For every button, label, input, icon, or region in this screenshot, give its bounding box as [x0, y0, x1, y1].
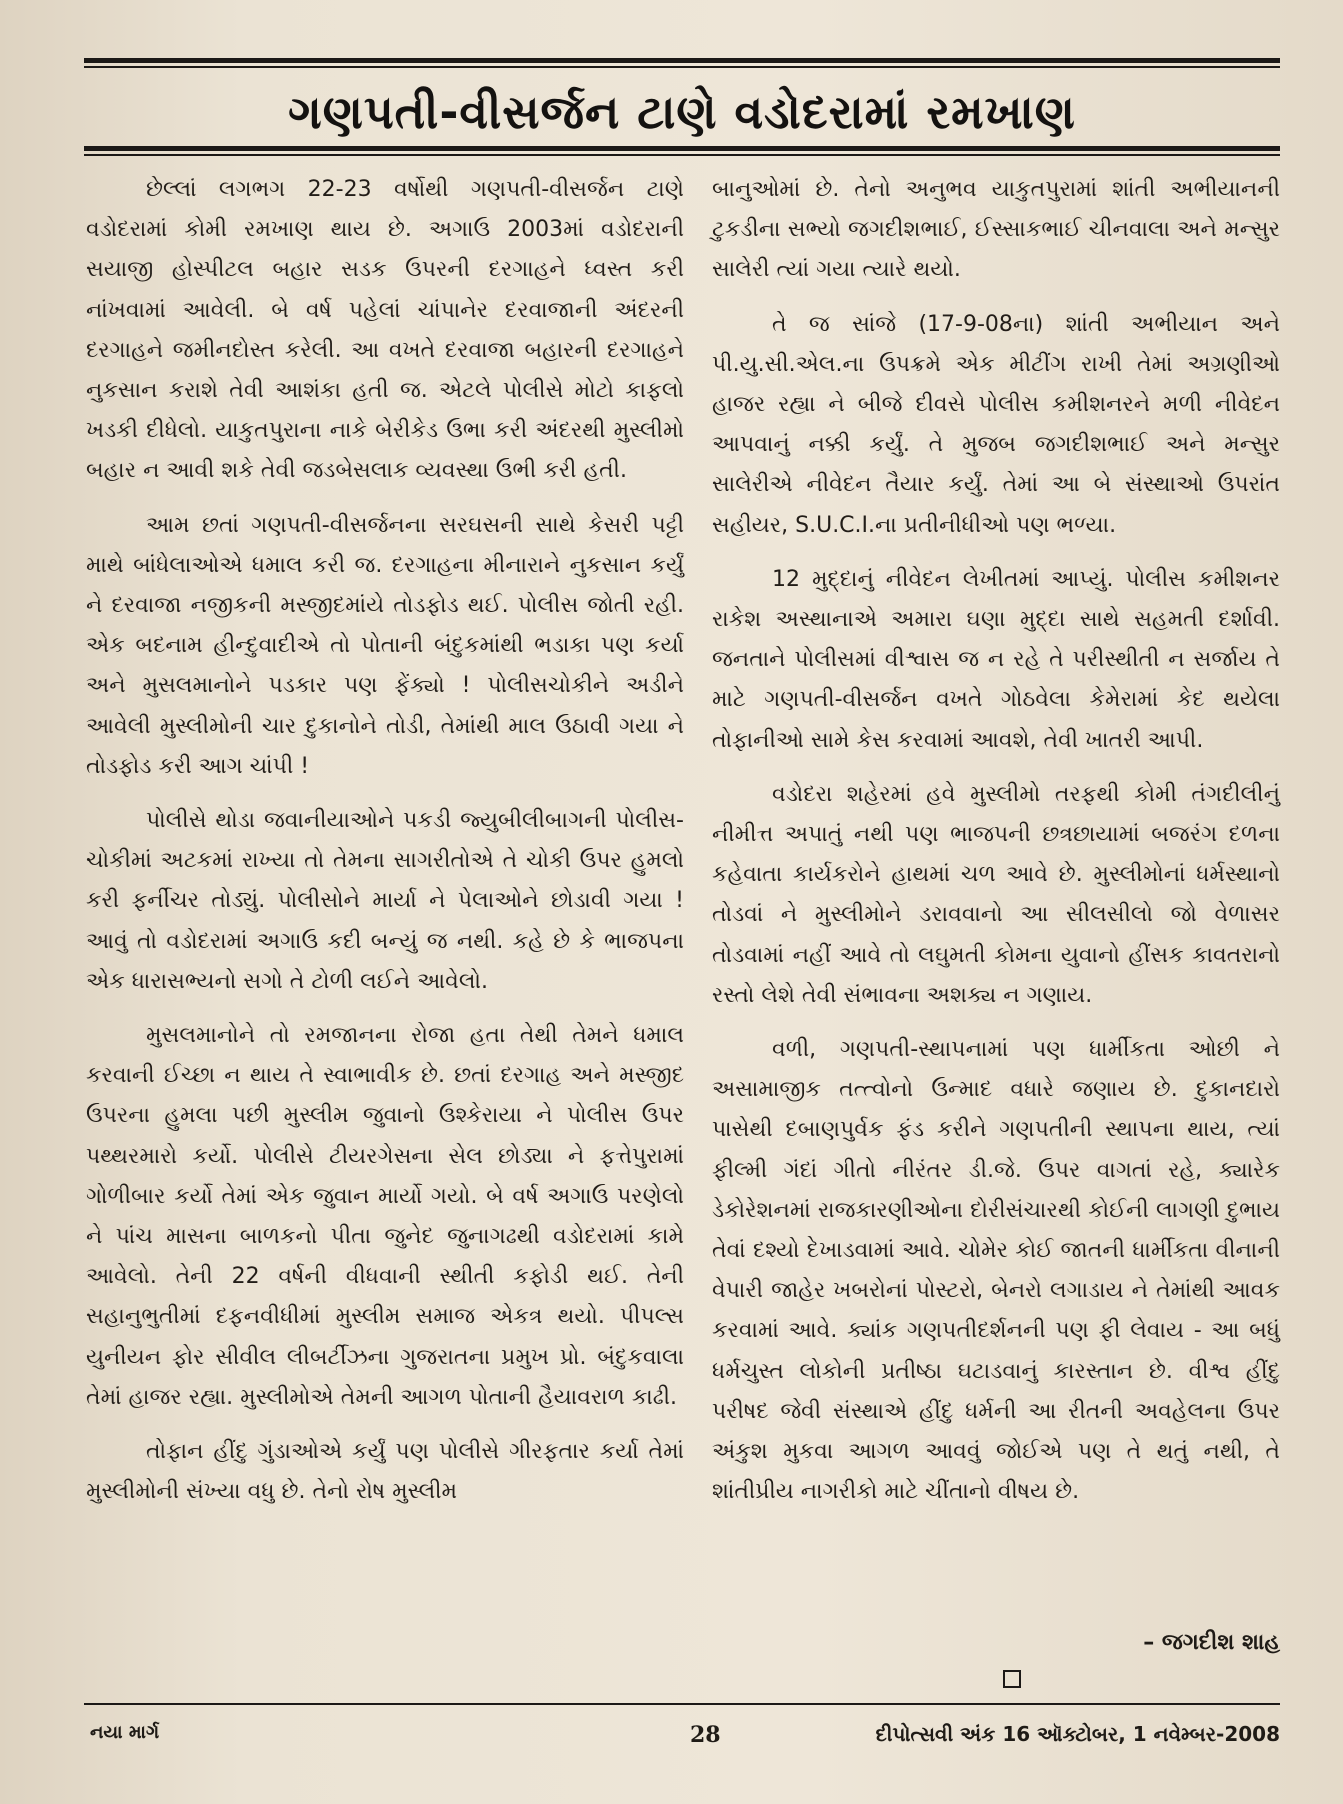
article-column-left	[86, 170, 684, 1527]
paragraph: મુસલમાનોને તો રમજાનના રોજા હતા તેથી તેમને ધમાલ કરવાની ઈચ્છા ન થાય તે સ્વાભાવીક છે. છતાં દરગાહ અને મસ્જીદ ઉપરના હુમલા પછી મુસ્લીમ જુવાનો ઉશ્કેરાયા ને પોલીસ ઉપર પથ્થરમારો કર્યો. પોલીસે ટીયરગેસના સેલ છોડ્યા ને ફત્તેપુરામાં ગોળીબાર કર્યો તેમાં એક જુવાન માર્યો ગયો. બે વર્ષ અગાઉ પરણેલો ને પાંચ માસના બાળકનો પીતા જુનેદ જુનાગઢથી વડોદરામાં કામે આવેલો. તેની 22 વર્ષની વીધવાની સ્થીતી કફોડી થઈ. તેની સહાનુભુતીમાં દફનવીધીમાં મુસ્લીમ સમાજ એકત્ર થયો. પીપલ્સ યુનીયન ફોર સીવીલ લીબર્ટીઝના ગુજરાતના પ્રમુખ પ્રો. બંદુકવાલા તેમાં હાજર રહ્યા. મુસ્લીમોએ તેમની આગળ પોતાની હૈયાવરાળ કાઢી.	[86, 1023, 684, 1410]
issue-info: દીપોત્સવી અંક 16 ઑક્ટોબર, 1 નવેમ્બર-2008	[875, 1722, 1280, 1746]
paragraph: 12 મુદ્દાનું નીવેદન લેખીતમાં આપ્યું. પોલીસ કમીશનર રાકેશ અસ્થાનાએ અમારા ઘણા મુદ્દા સાથે સહમતી દર્શાવી. જનતાને પોલીસમાં વીશ્વાસ જ ન રહે તે પરીસ્થીતી ન સર્જાય તે માટે ગણપતી-વીસર્જન વખતે ગોઠવેલા કેમેરામાં કેદ થયેલા તોફાનીઓ સામે કેસ કરવામાં આવશે, તેવી ખાતરી આપી.	[712, 566, 1280, 753]
paragraph: તોફાન હીંદુ ગુંડાઓએ કર્યું પણ પોલીસે ગીરફતાર કર્યા તેમાં મુસ્લીમોની સંખ્યા વધુ છે. તેનો રોષ મુસ્લીમ	[86, 1439, 684, 1505]
article-column-right	[712, 170, 1280, 1527]
page-number: 28	[690, 1722, 721, 1748]
end-mark-icon	[1003, 1670, 1021, 1688]
paragraph: વડોદરા શહેરમાં હવે મુસ્લીમો તરફથી કોમી તંગદીલીનું નીમીત્ત અપાતું નથી પણ ભાજપની છત્રછાયામાં બજરંગ દળના કહેવાતા કાર્યકરોને હાથમાં ચળ આવે છે. મુસ્લીમોનાં ધર્મસ્થાનો તોડવાં ને મુસ્લીમોને ડરાવવાનો આ સીલસીલો જો વેળાસર તોડવામાં નહીં આવે તો લઘુમતી કોમના યુવાનો હીંસક કાવતરાનો રસ્તો લેશે તેવી સંભાવના અશક્ય ન ગણાય.	[712, 781, 1280, 1008]
paragraph: તે જ સાંજે (17-9-08ના) શાંતી અભીયાન અને પી.યુ.સી.એલ.ના ઉપક્રમે એક મીટીંગ રાખી તેમાં અગ્રણીઓ હાજર રહ્યા ને બીજે દીવસે પોલીસ કમીશનરને મળી નીવેદન આપવાનું નક્કી કર્યું. તે મુજબ જગદીશભાઈ અને મન્સુર સાલેરીએ નીવેદન તૈયાર કર્યું. તેમાં આ બે સંસ્થાઓ ઉપરાંત સહીયર, S.U.C.I.ના પ્રતીનીધીઓ પણ ભળ્યા.	[712, 311, 1280, 538]
paragraph: આમ છતાં ગણપતી-વીસર્જનના સરઘસની સાથે કેસરી પટ્ટી માથે બાંધેલાઓએ ધમાલ કરી જ. દરગાહના મીનારાને નુકસાન કર્યું ને દરવાજા નજીકની મસ્જીદમાંયે તોડફોડ થઈ. પોલીસ જોતી રહી. એક બદનામ હીન્દુવાદીએ તો પોતાની બંદુકમાંથી ભડાકા પણ કર્યા અને મુસલમાનોને પડકાર પણ ફેંક્યો ! પોલીસચોકીને અડીને આવેલી મુસ્લીમોની ચાર દુકાનોને તોડી, તેમાંથી માલ ઉઠાવી ગયા ને તોડફોડ કરી આગ ચાંપી !	[86, 512, 684, 779]
paragraph: પોલીસે થોડા જવાનીયાઓને પકડી જ્યુબીલીબાગની પોલીસ-ચોકીમાં અટકમાં રાખ્યા તો તેમના સાગરીતોએ તે ચોકી ઉપર હુમલો કરી ફર્નીચર તોડ્યું. પોલીસોને માર્યા ને પેલાઓને છોડાવી ગયા ! આવું તો વડોદરામાં અગાઉ કદી બન્યું જ નથી. કહે છે કે ભાજપના એક ધારાસભ્યનો સગો તે ટોળી લઈને આવેલો.	[86, 808, 684, 994]
top-rule-thin	[84, 66, 1280, 68]
paragraph: છેલ્લાં લગભગ 22-23 વર્ષોથી ગણપતી-વીસર્જન ટાણે વડોદરામાં કોમી રમખાણ થાય છે. અગાઉ 2003માં વડોદરાની સયાજી હોસ્પીટલ બહાર સડક ઉપરની દરગાહને ધ્વસ્ત કરી નાંખવામાં આવેલી. બે વર્ષ પહેલાં ચાંપાનેર દરવાજાની અંદરની દરગાહને જમીનદોસ્ત કરેલી. આ વખતે દરવાજા બહારની દરગાહને નુકસાન કરાશે તેવી આશંકા હતી જ. એટલે પોલીસે મોટો કાફલો ખડકી દીધેલો. યાકુતપુરાના નાકે બેરીકેડ ઉભા કરી અંદરથી મુસ્લીમો બહાર ન આવી શકે તેવી જડબેસલાક વ્યવસ્થા ઉભી કરી હતી.	[86, 177, 684, 484]
author-signature: – જગદીશ શાહ	[1143, 1630, 1280, 1655]
article-title: ગણપતી-વીસર્જન ટાણે વડોદરામાં રમખાણ	[288, 85, 1076, 139]
paragraph: બાનુઓમાં છે. તેનો અનુભવ યાકુતપુરામાં શાંતી અભીયાનની ટુકડીના સભ્યો જગદીશભાઈ, ઈસ્સાકભાઈ ચીનવાલા અને મન્સુર સાલેરી ત્યાં ગયા ત્યારે થયો.	[712, 177, 1280, 283]
title-rule-thin	[84, 154, 1280, 156]
magazine-name: નયા માર્ગ	[90, 1722, 160, 1743]
title-rule	[84, 146, 1280, 151]
top-rule	[84, 58, 1280, 63]
footer-rule	[84, 1703, 1280, 1705]
paragraph: વળી, ગણપતી-સ્થાપનામાં પણ ધાર્મીકતા ઓછી ને અસામાજીક તત્ત્વોનો ઉન્માદ વધારે જણાય છે. દુકાનદારો પાસેથી દબાણપુર્વક ફંડ કરીને ગણપતીની સ્થાપના થાય, ત્યાં ફીલ્મી ગંદાં ગીતો નીરંતર ડી.જે. ઉપર વાગતાં રહે, ક્યારેક ડેકોરેશનમાં રાજકારણીઓના દોરીસંચારથી કોઈની લાગણી દુભાય તેવાં દશ્યો દેખાડવામાં આવે. ચોમેર કોઈ જાતની ધાર્મીકતા વીનાની વેપારી જાહેર ખબરોનાં પોસ્ટરો, બેનરો લગાડાય ને તેમાંથી આવક કરવામાં આવે. ક્યાંક ગણપતીદર્શનની પણ ફી લેવાય - આ બધું ધર્મચુસ્ત લોકોની પ્રતીષ્ઠા ઘટાડવાનું કારસ્તાન છે. વીશ્વ હીંદુ પરીષદ જેવી સંસ્થાએ હીંદુ ધર્મની આ રીતની અવહેલના ઉપર અંકુશ મુકવા આગળ આવવું જોઈએ પણ તે થતું નથી, તે શાંતીપ્રીય નાગરીકો માટે ચીંતાનો વીષય છે.	[712, 1037, 1280, 1505]
